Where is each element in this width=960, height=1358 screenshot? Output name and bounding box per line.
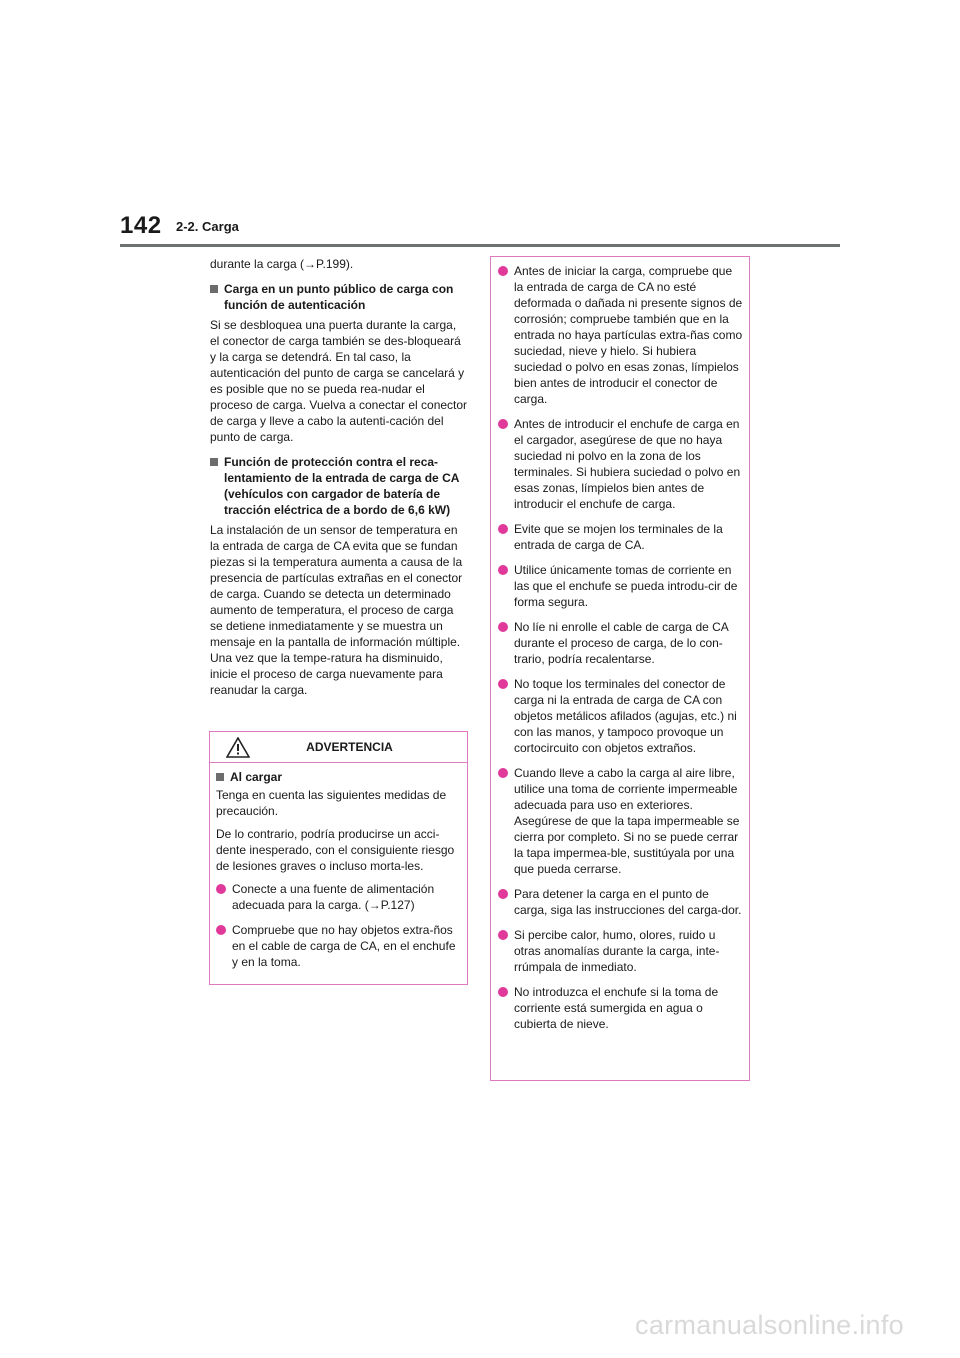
list-item-text: Conecte a una fuente de alimentación adecuada para la carga. (→P.127) [232, 882, 435, 912]
list-item-text: Evite que se mojen los terminales de la entrada de carga de CA. [514, 522, 723, 552]
bullet-dot-icon [216, 925, 226, 935]
section-heading [210, 454, 468, 518]
section-body: La instalación de un sensor de temperatura en la entrada de carga de CA evita que se fundan piezas si la temperatura aumenta a causa de la presencia de partículas extrañas en el conector de carga. Cuando se detecta un determinado aumento de temperatura, el proceso de carga se detiene inmediatamente y se muestra un mensaje en la pantalla de información múltiple. Una vez que la tempe-ratura ha disminuido, inicie el proceso de carga nuevamente para reanudar la carga. [210, 523, 463, 697]
watermark: carmanualsonline.info [635, 1310, 904, 1340]
bullet-dot-icon [498, 930, 508, 940]
warning-box [209, 731, 468, 985]
list-item [498, 619, 743, 667]
list-item [498, 676, 743, 756]
list-item [498, 562, 743, 610]
section-heading-text: Función de protección contra el reca-lentamiento de la entrada de carga de CA (vehículos con cargador de batería de tracción eléctrica de a bordo de 6,6 kW) [224, 455, 459, 517]
bullet-dot-icon [498, 524, 508, 534]
bullet-dot-icon [498, 679, 508, 689]
list-item [498, 984, 743, 1032]
list-item-text: Antes de introducir el enchufe de carga en el cargador, asegúrese de que no haya suciedad ni polvo en la zona de los terminales. Si hubiera suciedad o polvo en esas zonas, límpielos bien antes de introducir el enchufe de carga. [514, 417, 741, 511]
section-body: Si se desbloquea una puerta durante la carga, el conector de carga también se des-bloqueará y la carga se detendrá. En tal caso, la autenticación del punto de carga se cancelará y es posible que no se pueda rea-nudar el proceso de carga. Vuelva a conectar el conector de carga y lleve a cabo la autenti-cación del punto de carga. [210, 318, 468, 444]
list-item-text: Compruebe que no hay objetos extra-ños en el cable de carga de CA, en el enchufe y en la toma. [232, 923, 456, 969]
warning-triangle-icon [226, 737, 250, 758]
warning-paragraph: De lo contrario, podría producirse un acci-dente inesperado, con el consiguiente riesgo de lesiones graves o incluso morta-les. [216, 827, 455, 873]
bullet-dot-icon [498, 419, 508, 429]
warning-title: ADVERTENCIA [306, 740, 393, 754]
right-column-box [490, 256, 750, 1081]
list-item [498, 263, 743, 407]
list-item [216, 881, 461, 913]
square-bullet-icon [210, 458, 218, 466]
bullet-dot-icon [498, 266, 508, 276]
list-item-text: No líe ni enrolle el cable de carga de CA durante el proceso de carga, de lo con-trario, podría recalentarse. [514, 620, 729, 666]
bullet-dot-icon [498, 889, 508, 899]
list-item [498, 521, 743, 553]
list-item-text: No introduzca el enchufe si la toma de corriente está sumergida en agua o cubierta de nieve. [514, 985, 719, 1031]
left-column [210, 256, 468, 707]
square-bullet-icon [216, 773, 224, 781]
list-item-text: Para detener la carga en el punto de carga, siga las instrucciones del carga-dor. [514, 887, 742, 917]
list-item-text: Antes de iniciar la carga, compruebe que la entrada de carga de CA no esté deformada o dañada ni presente signos de corrosión; compruebe también que en la entrada no haya partículas extra-ñas como suciedad, nieve y hielo. Si hubiera suciedad o polvo en esas zonas, límpielos bien antes de introducir el conector de carga. [514, 264, 743, 406]
warning-header [210, 732, 467, 763]
list-item-text: Cuando lleve a cabo la carga al aire libre, utilice una toma de corriente impermeable adecuada para uso en exteriores. Asegúrese de que la tapa impermeable se cierra por completo. Si no se puede cerrar la tapa impermea-ble, sustitúyala por una que pueda cerrarse. [514, 766, 740, 876]
section-heading-text: Carga en un punto público de carga con función de autenticación [224, 282, 454, 312]
warning-paragraph: Tenga en cuenta las siguientes medidas de precaución. [216, 788, 447, 818]
list-item [498, 886, 743, 918]
list-item [498, 765, 743, 877]
header-rule [120, 244, 840, 247]
warning-subheading [216, 769, 461, 785]
list-item-text: Si percibe calor, humo, olores, ruido u otras anomalías durante la carga, inte-rrúmpala de inmediato. [514, 928, 720, 974]
list-item [498, 416, 743, 512]
section-heading [210, 281, 468, 313]
bullet-dot-icon [498, 565, 508, 575]
warning-body [210, 763, 467, 970]
bullet-dot-icon [216, 884, 226, 894]
bullet-dot-icon [498, 622, 508, 632]
list-item [216, 922, 461, 970]
list-item [498, 927, 743, 975]
section-title: 2-2. Carga [176, 219, 239, 234]
list-item-text: No toque los terminales del conector de carga ni la entrada de carga de CA con objetos metálicos afilados (agujas, etc.) ni con las manos, y tampoco provoque un cortocircuito con objetos extraños. [514, 677, 737, 755]
bullet-dot-icon [498, 987, 508, 997]
intro-text: durante la carga (→P.199). [210, 257, 354, 271]
bullet-dot-icon [498, 768, 508, 778]
list-item-text: Utilice únicamente tomas de corriente en las que el enchufe se pueda introdu-cir de forma segura. [514, 563, 738, 609]
warning-subheading-text: Al cargar [230, 770, 283, 784]
square-bullet-icon [210, 285, 218, 293]
page-number: 142 [120, 212, 162, 239]
